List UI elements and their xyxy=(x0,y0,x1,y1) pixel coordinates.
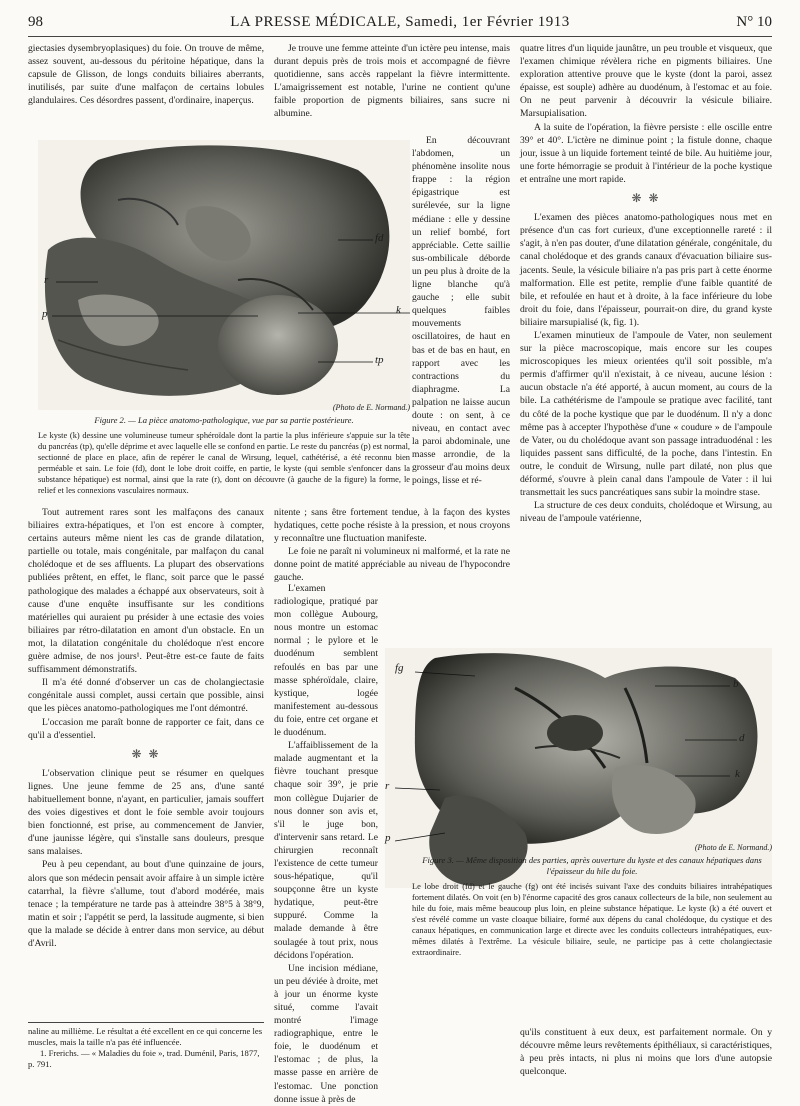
figure-2-photo xyxy=(38,140,410,410)
footnote-1: 1. Frerichs. — « Maladies du foie », trad. Duménil, Paris, 1877, p. 791. xyxy=(28,1048,260,1069)
journal-title: LA PRESSE MÉDICALE, Samedi, 1er Février 1913 xyxy=(230,14,570,30)
paragraph: Je trouve une femme atteinte d'un ictère peu intense, mais durant depuis près de trois mois et accompagné de fièvre quotidienne, sans accès rappelant la fièvre intermittente. L'amaigrissement est notable, l'urine ne contient qu'une faible proportion de pigments biliaires, sans sucre ni albumine. xyxy=(274,43,510,120)
paragraph: Le foie ne paraît ni volumineux ni malformé, et la rate ne donne point de matité appréciable au niveau de l'hypocondre gauche. xyxy=(274,546,510,584)
paragraph: L'examen radiologique, pratiqué par mon collègue Aubourg, nous montre un estomac normal ; le pylore et le duodénum semblent refoulés en bas par une masse sphéroïdale, claire, kystique, logée manifestement au-dessous du foie, entre cet organe et le duodénum. xyxy=(274,583,378,739)
figure-2-caption xyxy=(38,402,410,496)
figure-description: Le lobe droit (fd) et le gauche (fg) ont été incisés suivant l'axe des conduits biliaires intrahépatiques fortement dilatés. On voit (en b) l'énorme capacité des gros canaux collecteurs de la bile, non seulement au hile du foie, mais même beaucoup plus loin, en pleine substance hépatique. Le kyste (k) a été ouvert et s'est révélé comme un vaste cloaque biliaire, formé aux dépens du canal cholédoque, du cystique et des canaux hépatiques, en communication large et directe avec les conduits collecteurs intrahépatiques, eux-mêmes dilatés à l'extrême. La vésicule biliaire, seule, ne participe pas à cette cholangiectasie extraordinaire. xyxy=(412,882,772,957)
paragraph: La structure de ces deux conduits, cholédoque et Wirsung, au niveau de l'ampoule vatérienne, xyxy=(520,500,772,525)
anatomical-specimen-image xyxy=(38,140,410,410)
label-k: k xyxy=(396,304,401,316)
column-1-main xyxy=(28,506,264,950)
section-ornament: ❋ ❋ xyxy=(131,746,161,761)
paragraph: Tout autrement rares sont les malfaçons des canaux biliaires extra-hépatiques, et l'on est encore à compter, certains auteurs même nient les cas de grande dilatation, partielle ou totale, mais congénitale, par malfaçon du canal cholédoque et de ses affluents. La plupart des observations publiées prêtent, en effet, le flanc, soit parce que le passé pathologique des malades a échappé aux observateurs, soit à cause d'une enquête insuffisante sur les conditions matérielles qui auraient pu présider à une ectasie des voies biliaires par rétro-dilatation en amont d'un obstacle. En un mot, la dilatation congénitale du cholédoque n'est encore guère admise, de nos jours¹. Peut-être est-ce faute de faits suffisamment démonstratifs. xyxy=(28,507,264,676)
paragraph: L'observation clinique peut se résumer en quelques lignes. Une jeune femme de 25 ans, d'une santé habituellement bonne, n'ayant, en particulier, jamais souffert des voies digestives et dont le foie semble avoir toujours bien fonctionné, est prise, au commencement de Janvier, d'une jaunisse légère, qui s'installe sans douleurs, presque sans malaises. xyxy=(28,767,264,858)
footnote-rule xyxy=(28,1022,264,1023)
photo-credit: (Photo de E. Normand.) xyxy=(694,843,772,852)
section-ornament: ❋ ❋ xyxy=(631,191,661,206)
paragraph: nitente ; sans être fortement tendue, à la façon des kystes hydatiques, cette poche résiste à la pression, et nous croyons y reconnaître une fluctuation manifeste. xyxy=(274,507,510,545)
figure-title: Figure 3. — Même disposition des parties, après ouverture du kyste et des canaux hépatiques dans l'épaisseur du hile du foie. xyxy=(422,855,762,876)
paragraph: L'examen des pièces anatomo-pathologiques nous met en présence d'un cas fort curieux, d'une exceptionnelle rareté : il s'agit, à n'en pas douter, d'une dilatation générale, congénitale, du canal cholédoque et des grands canaux d'évacuation biliaire sus-jacents. Seule, la vésicule biliaire n'a pas pris part à cette énorme malformation. Elle est petite, remplie d'une faible quantité de bile, et refoulée en haut et à droite, à la face inférieure du lobe droit du foie, dans l'épaisseur, pourrait-on dire, du grand kyste biliaire marsupialisé (k, fig. 1). xyxy=(520,212,772,328)
paragraph: L'affaiblissement de la malade augmentant et la fièvre touchant presque chaque soir 39°, je prie mon collègue Dujarier de nous donner son avis et, s'il le juge bon, d'intervenir sans retard. Le chirurgien reconnaît l'existence de cette tumeur sous-hépatique, qu'il soupçonne être un kyste hydatique, peut-être suppuré. Comme la malade demande à être soulagée à tout prix, nous décidons l'opération. xyxy=(274,740,378,961)
footnotes xyxy=(28,1026,264,1070)
column-3 xyxy=(520,42,772,525)
label-b: b xyxy=(733,678,739,690)
column-2-top xyxy=(274,42,510,121)
paragraph: L'occasion me paraît bonne de rapporter ce fait, dans ce qu'il a d'essentiel. xyxy=(28,716,264,741)
figure-3-caption xyxy=(412,842,772,958)
paragraph: giectasies dysembryoplasiques) du foie. On trouve de même, assez souvent, au-dessous du péritoine hépatique, dans la capsule de Glisson, de longs conduits biliaires aberrants, inutilisés, par suite d'une malfaçon de certains lobules glandulaires. Ces désordres passent, d'ordinaire, inaperçus. xyxy=(28,43,264,107)
header-rule xyxy=(28,36,772,37)
label-p: p xyxy=(385,832,391,844)
page-number: 98 xyxy=(28,14,43,30)
footnote-continued: naline au millième. Le résultat a été excellent en ce qui concerne les muscles, mais la taille n'a pas été influencée. xyxy=(28,1026,263,1047)
paragraph: A la suite de l'opération, la fièvre persiste : elle oscille entre 39° et 40°. L'ictère ne diminue point ; la fistule donne, chaque jour, issue à un liquide fortement teinté de bile. Au huitième jour, une forte hémorragie se produit à l'intérieur de la poche kystique et entraîne une mort rapide. xyxy=(520,121,772,185)
paragraph: qu'ils constituent à eux deux, est parfaitement normale. On y découvre même leurs revêtements épithéliaux, si caractéristiques, à peu près intacts, ni plus ni moins que lors d'une autopsie quelconque. xyxy=(520,1027,772,1078)
paragraph: Une incision médiane, un peu déviée à droite, met à jour un énorme kyste situé, comme l'avait montré l'image radiographique, entre le foie, le duodénum et l'estomac ; de plus, la masse passe en arrière de l'estomac. Une ponction donne issue à près de xyxy=(274,962,378,1105)
figure-description: Le kyste (k) dessine une volumineuse tumeur sphéroïdale dont la partie la plus inférieure s'appuie sur la tête du pancréas (tp), qu'elle déprime et avec laquelle elle se confond en partie. Le reste du pancréas (p) est normal, sectionné de place en place, afin de repérer le canal de Wirsung, lequel, cathétérisé, a été reconnu bien perméable et sain. Le foie (fd), dont le lobe droit coiffe, en partie, le kyste (qui semble s'enfoncer dans la substance hépatique) est normal, ainsi que la rate (r), dont on découvre (à gauche de la figure) la forme, le relief et les connexions vasculaires normaux. xyxy=(38,431,410,495)
page-header xyxy=(28,14,772,36)
column-3-bottom xyxy=(520,1026,772,1078)
label-r: r xyxy=(44,274,49,286)
column-1-top xyxy=(28,42,264,107)
figure-title: Figure 2. — La pièce anatomo-pathologique, vue par sa partie postérieure. xyxy=(94,415,354,425)
label-fd: fd xyxy=(375,232,384,244)
label-k: k xyxy=(735,768,740,780)
paragraph: L'examen minutieux de l'ampoule de Vater, non seulement sur la pièce macroscopique, mais encore sur les coupes microscopiques les mieux orientées qu'il soit possible, m'a permis d'affirmer qu'il n'existait, à ce niveau, aucune lésion : aucun obstacle n'a été apporté, à aucun moment, au cours de la bile. La cathétérisme de l'ampoule se pratique avec facilité, tant du côté de la poche kystique que par le duodénum. Il n'y a donc même pas à accepter l'hypothèse d'une « coudure » de l'ampoule de Vater, ou du cholédoque avant son passage intraduodénal : les liquides passent sans difficulté, de la poche, dans l'intestin. En outre, le conduit de Wirsung, nulle part dilaté, non plus que déformé, s'ouvre à plein canal dans l'ampoule de Vater : il lui transmettait les sucs pancréatiques sans subir la moindre stase. xyxy=(520,329,772,499)
photo-credit: (Photo de E. Normand.) xyxy=(332,403,410,412)
column-2-main xyxy=(274,506,510,585)
issue-number: N° 10 xyxy=(736,14,772,30)
label-d: d xyxy=(739,732,745,744)
label-r: r xyxy=(385,780,390,792)
label-fg: fg xyxy=(395,662,404,674)
paragraph: Il m'a été donné d'observer un cas de cholangiectasie congénitale aussi complet, aussi certain que possible, ainsi que les pièces anatomo-pathologiques me l'ont démontré. xyxy=(28,677,264,715)
paragraph: En découvrant l'abdomen, un phénomène insolite nous frappe : la région épigastrique est surélevée, sur la ligne médiane : elle y dessine un relief bombé, fort appréciable. Cette saillie sus-ombilicale déborde un peu plus à droite de la ligne blanche qu'à gauche ; elle subit quelques faibles mouvements oscillatoires, de haut en bas et de bas en haut, en rapport avec les contractions du diaphragme. La palpation ne laisse aucun doute : on sent, à ce niveau, en contact avec la paroi abdominale, une masse arrondie, de la grosseur d'au moins deux poings, lisse et ré- xyxy=(412,135,510,487)
column-2-narrow xyxy=(412,134,510,488)
label-tp: tp xyxy=(375,354,384,366)
paragraph: quatre litres d'un liquide jaunâtre, un peu trouble et visqueux, que l'examen chimique révèlera riche en pigments biliaires. Une exploration attentive prouve que le kyste (dont la paroi, assez épaisse, est souple) adhère au duodénum, à l'estomac et au foie. On ne peut parvenir à découvrir la vésicule biliaire. Marsupialisation. xyxy=(520,43,772,120)
paragraph: Peu à peu cependant, au bout d'une quinzaine de jours, alors que son médecin pensait avoir affaire à un simple ictère catarrhal, la fièvre s'allume, tout d'abord modérée, mais tenace ; la température ne tarde pas à atteindre 38°5 à 38°9, matin et soir ; l'appétit se perd, la lassitude augmente, si bien que la malade se décide à entrer dans mon service, au début d'Avril. xyxy=(28,859,264,949)
column-2-narrow-lower xyxy=(274,582,378,1106)
label-p: p xyxy=(42,308,48,320)
